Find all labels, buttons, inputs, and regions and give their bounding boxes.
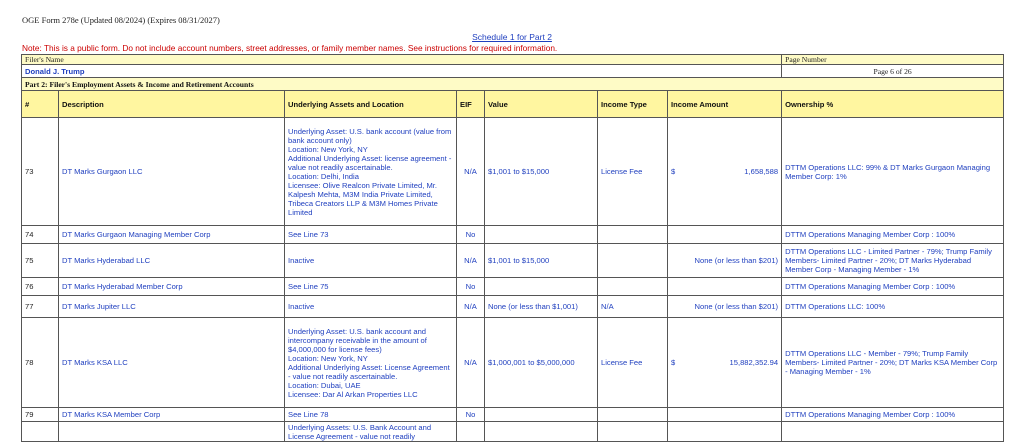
column-header: # (22, 91, 59, 118)
page-number-label: Page Number (782, 55, 1004, 65)
row-ownership: DTTM Operations Managing Member Corp : 100% (782, 226, 1004, 244)
table-row (22, 278, 1004, 296)
row-income-type (598, 278, 668, 296)
row-description: DT Marks Hyderabad LLC (59, 244, 285, 278)
row-underlying-assets: Underlying Asset: U.S. bank account (value from bank account only) Location: New York, NY Additional Underlying Asset: license agreement - value not readily ascertainable. Location: Delhi, India Licensee: Olive Realcon Private Limited, Mr. Kalpesh Mehta, M3M India Private Limited, Tribeca Creators LLP & M3M Homes Private Limited (285, 118, 457, 226)
row-eif: N/A (457, 244, 485, 278)
row-income-amount (668, 408, 782, 422)
filer-name-label: Filer's Name (22, 55, 782, 65)
row-income-type: License Fee (598, 318, 668, 408)
row-number: 78 (22, 318, 59, 408)
row-eif: No (457, 278, 485, 296)
row-description: DT Marks KSA Member Corp (59, 408, 285, 422)
row-description: DT Marks Gurgaon LLC (59, 118, 285, 226)
row-income-amount (668, 226, 782, 244)
column-header: Value (485, 91, 598, 118)
row-income-amount (668, 278, 782, 296)
row-description (59, 422, 285, 442)
row-number: 75 (22, 244, 59, 278)
row-value: $1,001 to $15,000 (485, 244, 598, 278)
column-header-row (22, 91, 1004, 118)
table-row (22, 118, 1004, 226)
row-ownership: DTTM Operations LLC - Limited Partner - 79%; Trump Family Members- Limited Partner - 20%; DT Marks Hyderabad Member Corp - Managing Member - 1% (782, 244, 1004, 278)
income-dollar-sign: $ (671, 358, 676, 367)
row-underlying-assets: See Line 73 (285, 226, 457, 244)
table-row (22, 408, 1004, 422)
row-eif (457, 422, 485, 442)
row-number: 73 (22, 118, 59, 226)
income-amount-value: 1,658,588 (744, 167, 779, 176)
column-header: Underlying Assets and Location (285, 91, 457, 118)
row-value (485, 408, 598, 422)
table-row (22, 244, 1004, 278)
table-row (22, 296, 1004, 318)
row-underlying-assets: Underlying Asset: U.S. bank account and intercompany receivable in the amount of $4,000,000 for license fees) Location: New York, NY Additional Underlying Asset: License Agreement - value not readily ascertainable. Location: Dubai, UAE Licensee: Dar Al Arkan Properties LLC (285, 318, 457, 408)
row-description: DT Marks Hyderabad Member Corp (59, 278, 285, 296)
table-row (22, 422, 1004, 442)
public-form-note: Note: This is a public form. Do not include account numbers, street addresses, or family member names. See instructions for required information. (22, 43, 558, 53)
column-header: Ownership % (782, 91, 1004, 118)
row-ownership (782, 422, 1004, 442)
part-title: Part 2: Filer's Employment Assets & Income and Retirement Accounts (22, 78, 1004, 91)
row-underlying-assets: Inactive (285, 296, 457, 318)
row-ownership: DTTM Operations Managing Member Corp : 100% (782, 278, 1004, 296)
row-value: None (or less than $1,001) (485, 296, 598, 318)
filer-name: Donald J. Trump (22, 65, 782, 78)
row-income-type (598, 244, 668, 278)
row-income-amount (668, 244, 782, 278)
row-income-type (598, 226, 668, 244)
row-value (485, 422, 598, 442)
row-ownership: DTTM Operations LLC - Member - 79%; Trump Family Members- Limited Partner - 20%; DT Marks KSA Member Corp - Managing Member - 1% (782, 318, 1004, 408)
row-number: 77 (22, 296, 59, 318)
income-amount-value: None (or less than $201) (694, 256, 779, 265)
row-value (485, 278, 598, 296)
row-underlying-assets: Inactive (285, 244, 457, 278)
schedule-link[interactable]: Schedule 1 for Part 2 (472, 32, 552, 42)
row-value (485, 226, 598, 244)
row-eif: No (457, 226, 485, 244)
row-number: 74 (22, 226, 59, 244)
row-number: 79 (22, 408, 59, 422)
row-income-type (598, 422, 668, 442)
column-header: Income Type (598, 91, 668, 118)
row-eif: N/A (457, 118, 485, 226)
row-income-type: License Fee (598, 118, 668, 226)
row-income-amount (668, 118, 782, 226)
row-description: DT Marks KSA LLC (59, 318, 285, 408)
row-value: $1,001 to $15,000 (485, 118, 598, 226)
table-row (22, 226, 1004, 244)
row-underlying-assets: See Line 75 (285, 278, 457, 296)
row-income-amount (668, 318, 782, 408)
row-income-amount (668, 422, 782, 442)
row-ownership: DTTM Operations Managing Member Corp : 100% (782, 408, 1004, 422)
row-income-type: N/A (598, 296, 668, 318)
row-underlying-assets: See Line 78 (285, 408, 457, 422)
row-ownership: DTTM Operations LLC: 100% (782, 296, 1004, 318)
page-number: Page 6 of 26 (782, 65, 1004, 78)
row-eif: N/A (457, 318, 485, 408)
income-amount-value: None (or less than $201) (694, 302, 779, 311)
column-header: Income Amount (668, 91, 782, 118)
column-header: EIF (457, 91, 485, 118)
row-eif: No (457, 408, 485, 422)
assets-table (21, 54, 1004, 442)
row-number: 76 (22, 278, 59, 296)
row-income-type (598, 408, 668, 422)
row-number (22, 422, 59, 442)
row-description: DT Marks Jupiter LLC (59, 296, 285, 318)
row-eif: N/A (457, 296, 485, 318)
income-amount-value: 15,882,352.94 (729, 358, 779, 367)
income-dollar-sign: $ (671, 167, 676, 176)
row-income-amount (668, 296, 782, 318)
form-id: OGE Form 278e (Updated 08/2024) (Expires 08/31/2027) (22, 15, 220, 25)
row-ownership: DTTM Operations LLC: 99% & DT Marks Gurgaon Managing Member Corp: 1% (782, 118, 1004, 226)
row-underlying-assets: Underlying Assets: U.S. Bank Account and License Agreement - value not readily (285, 422, 457, 442)
column-header: Description (59, 91, 285, 118)
row-description: DT Marks Gurgaon Managing Member Corp (59, 226, 285, 244)
table-row (22, 318, 1004, 408)
row-value: $1,000,001 to $5,000,000 (485, 318, 598, 408)
